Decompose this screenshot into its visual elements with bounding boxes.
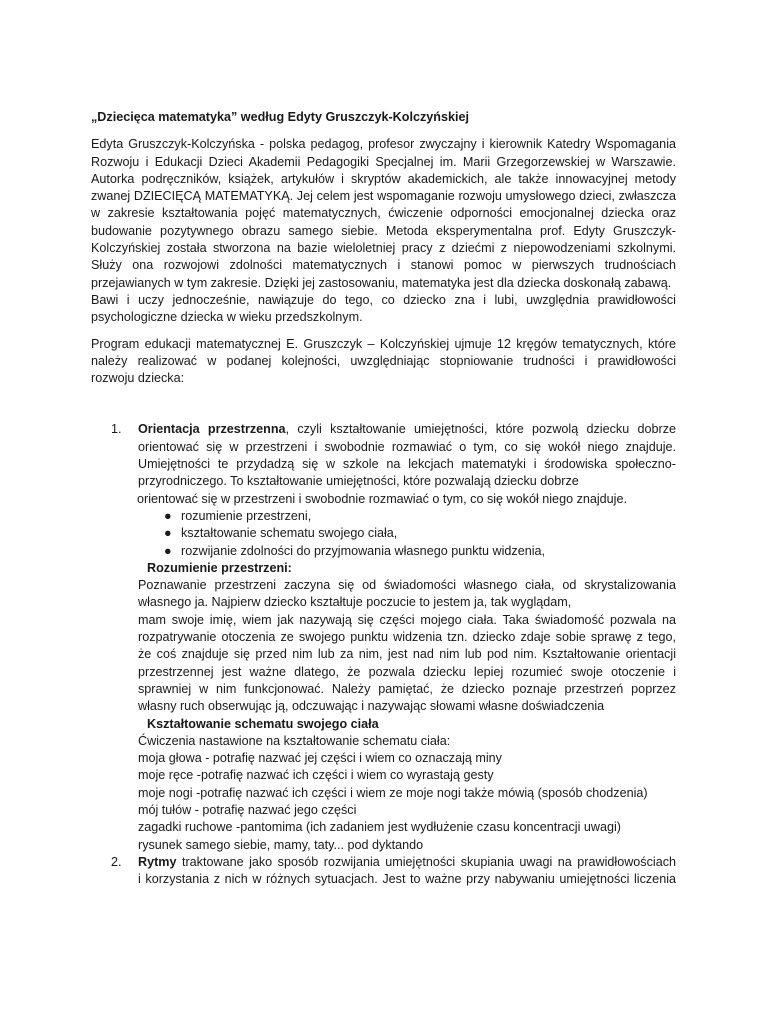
intro-line: Rozwoju i Edukacji Dzieci Akademii Pedagogiki Specjalnej im. Marii Grzegorzewskiej w Warszawie. (91, 154, 676, 169)
intro-line: budowanie pozytywnego obrazu samego siebie. Metoda eksperymentalna prof. Edyty Gruszczyk- (91, 223, 676, 238)
item-text: traktowane jako sposób rozwijania umiejętności skupiania uwagi na prawidłowościach (176, 854, 676, 869)
exercise-line: rysunek samego siebie, mamy, taty... pod dyktando (138, 837, 424, 852)
topics-list (91, 421, 676, 888)
document-page (91, 109, 676, 888)
intro-line: Bawi i uczy jednocześnie, nawiązuje do tego, co dziecko zna i lubi, uwzględnia prawidłowości (91, 292, 676, 307)
program-paragraph (91, 336, 676, 388)
list-number: 2. (111, 854, 122, 869)
intro-line: Służy ona rozwojowi zdolności matematycznych i stanowi pomoc w pierwszych trudnościach (91, 258, 676, 273)
item-line: przyrodniczego. To kształtowanie umiejętności, które pozwalają dziecku dobrze (138, 474, 579, 489)
list-item (91, 421, 676, 490)
exercise-line: zagadki ruchowe -pantomima (ich zadaniem jest wydłużenie czasu koncentracji uwagi) (138, 820, 621, 835)
intro-paragraph (91, 136, 676, 326)
item-first-line (138, 421, 676, 438)
subsection-line: sprawniej w nim funkcjonować. Należy pamiętać, że dziecko poznaje przestrzeń poprzez (138, 681, 676, 696)
exercise-line: moje nogi -potrafię nazwać ich części i wiem ze moje nogi także mówią (sposób chodzenia) (138, 785, 648, 800)
bullet-text: rozumienie przestrzeni, (181, 508, 312, 523)
bullet-item (138, 508, 676, 525)
list-item (91, 854, 676, 889)
subsection-line: mam swoje imię, wiem jak nazywają się części mojego ciała. Taka świadomość pozwala na (138, 612, 676, 627)
document-title: „Dziecięca matematyka” według Edyty Gruszczyk-Kolczyńskiej (91, 110, 469, 124)
subsection-title: Kształtowanie schematu swojego ciała (147, 716, 379, 731)
intro-line: zwanej DZIECIĘCĄ MATEMATYKĄ. Jej celem jest wspomaganie rozwoju umysłowego dzieci, zwłaszcza (91, 189, 676, 204)
intro-line: Autorka podręczników, książek, artykułów i skryptów akademickich, ale także innowacyjnej metody (91, 171, 676, 186)
bullet-icon: ● (164, 543, 172, 558)
item-term: Rytmy (138, 854, 177, 869)
subsection-title: Rozumienie przestrzeni: (147, 560, 292, 575)
item-line: orientować się w przestrzeni i swobodnie rozmawiać o tym, co się wokół niego znajduje. (137, 491, 627, 506)
subsection-line: że coś znajduje się przed nim lub za nim, jest nad nim lub pod nim. Kształtowanie orientacji (138, 647, 676, 662)
subsection-line: rozpatrywanie otoczenia ze swojego punktu widzenia tzn. dziecko zdaje sobie sprawę z tego, (138, 630, 676, 645)
exercise-line: moje ręce -potrafię nazwać ich części i wiem co wyrastają gesty (138, 768, 494, 783)
bullet-item (138, 525, 676, 542)
bullet-list (138, 508, 676, 560)
subsection-line: własnego ja. Najpierw dziecko kształtuje poczucie to jestem ja, tak wyglądam, (138, 595, 572, 610)
intro-line: w zakresie kształtowania pojęć matematycznych, ćwiczenie odporności emocjonalnej dziecka oraz (91, 206, 676, 221)
bullet-item (138, 543, 676, 560)
item-term: Orientacja przestrzenna (138, 422, 286, 437)
item-line: Umiejętności te przydadzą się w szkole na lekcjach matematyki i środowiska społeczno- (138, 457, 676, 472)
bullet-icon: ● (164, 526, 172, 541)
subsection-line: przestrzennej jest ważne dlatego, że pozwala dziecku lepiej rozumieć swoje otoczenie i (138, 664, 676, 679)
subsection-line: Poznawanie przestrzeni zaczyna się od świadomości własnego ciała, od skrystalizowania (138, 578, 676, 593)
program-line: należy realizować w podanej kolejności, uwzględniając stopniowanie trudności i prawidłowości (91, 353, 676, 368)
program-line: Program edukacji matematycznej E. Gruszczyk – Kolczyńskiej ujmuje 12 kręgów tematycznych, które (91, 336, 676, 351)
item-line: orientować się w przestrzeni i swobodnie rozmawiać o tym, co się wokół niego znajduje. (138, 439, 676, 454)
exercise-line: mój tułów - potrafię nazwać jego części (138, 802, 357, 817)
exercise-line: Ćwiczenia nastawione na kształtowanie schematu ciała: (138, 733, 451, 748)
intro-line: Edyta Gruszczyk-Kolczyńska - polska pedagog, profesor zwyczajny i kierownik Katedry Wspomagania (91, 137, 676, 152)
list-number: 1. (111, 422, 122, 437)
bullet-icon: ● (164, 508, 172, 523)
intro-line: Kolczyńskiej została stworzona na bazie wieloletniej pracy z dziećmi z niepowodzeniami szkolnymi. (91, 241, 676, 256)
item-text: , czyli kształtowanie umiejętności, które pozwolą dziecku dobrze (285, 422, 676, 437)
intro-line: przejawianych w tym zakresie. Dzięki jej zastosowaniu, matematyka jest dla dziecka doskonałą zabawą. (91, 275, 672, 290)
bullet-text: rozwijanie zdolności do przyjmowania własnego punktu widzenia, (181, 543, 546, 558)
item-continuation (91, 491, 676, 508)
subsection-space (138, 560, 676, 854)
program-line: rozwoju dziecka: (91, 371, 185, 386)
item-line: i korzystania z nich w różnych sytuacjach. Jest to ważne przy nabywaniu umiejętności liczenia (138, 872, 676, 887)
item-first-line (138, 854, 676, 871)
exercise-line: moja głowa - potrafię nazwać jej części i wiem co oznaczają miny (138, 751, 502, 766)
bullet-text: kształtowanie schematu swojego ciała, (181, 526, 398, 541)
intro-line: psychologiczne dziecka w wieku przedszkolnym. (91, 310, 363, 325)
subsection-line: własny ruch obserwując ją, odczuwając i nazywając słowami własne doświadczenia (138, 699, 605, 714)
